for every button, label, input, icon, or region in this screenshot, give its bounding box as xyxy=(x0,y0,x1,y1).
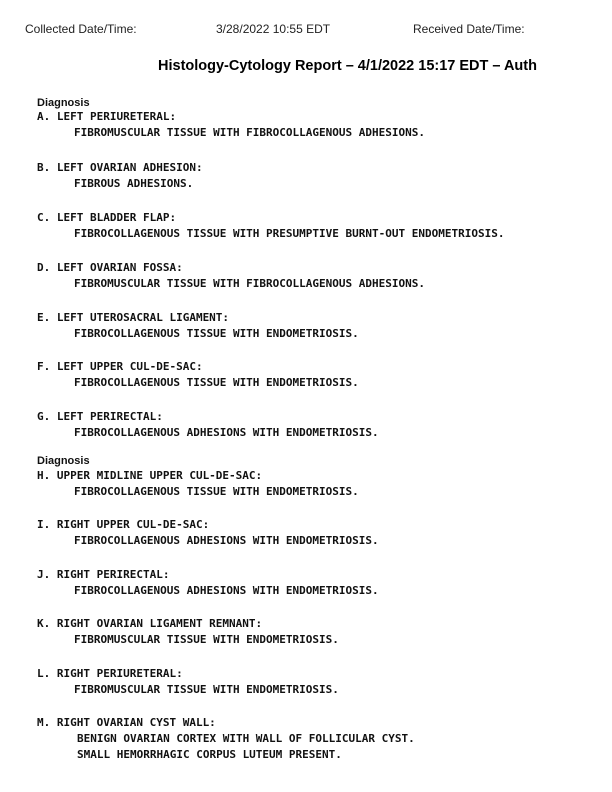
diagnosis-finding: FIBROCOLLAGENOUS TISSUE WITH ENDOMETRIOSIS. xyxy=(74,327,359,340)
diagnosis-finding: FIBROCOLLAGENOUS ADHESIONS WITH ENDOMETRIOSIS. xyxy=(74,584,379,597)
diagnosis-site: B. LEFT OVARIAN ADHESION: xyxy=(37,161,203,174)
diagnosis-site: G. LEFT PERIRECTAL: xyxy=(37,410,163,423)
diagnosis-site: H. UPPER MIDLINE UPPER CUL-DE-SAC: xyxy=(37,469,263,482)
diagnosis-finding: FIBROMUSCULAR TISSUE WITH ENDOMETRIOSIS. xyxy=(74,633,339,646)
diagnosis-finding: FIBROUS ADHESIONS. xyxy=(74,177,194,190)
diagnosis-finding: SMALL HEMORRHAGIC CORPUS LUTEUM PRESENT. xyxy=(77,748,342,761)
diagnosis-finding: FIBROCOLLAGENOUS TISSUE WITH ENDOMETRIOSIS. xyxy=(74,376,359,389)
diagnosis-finding: FIBROCOLLAGENOUS TISSUE WITH ENDOMETRIOSIS. xyxy=(74,485,359,498)
report-title: Histology-Cytology Report – 4/1/2022 15:17 EDT – Auth xyxy=(158,58,537,74)
diagnosis-site: E. LEFT UTEROSACRAL LIGAMENT: xyxy=(37,311,230,324)
collected-datetime-label: Collected Date/Time: xyxy=(25,22,137,36)
diagnosis-site: L. RIGHT PERIURETERAL: xyxy=(37,667,183,680)
diagnosis-site: A. LEFT PERIURETERAL: xyxy=(37,110,177,123)
collected-datetime-value: 3/28/2022 10:55 EDT xyxy=(216,22,331,36)
diagnosis-site: I. RIGHT UPPER CUL-DE-SAC: xyxy=(37,518,210,531)
diagnosis-finding: BENIGN OVARIAN CORTEX WITH WALL OF FOLLICULAR CYST. xyxy=(77,732,415,745)
diagnosis-finding: FIBROMUSCULAR TISSUE WITH ENDOMETRIOSIS. xyxy=(74,683,339,696)
diagnosis-heading: Diagnosis xyxy=(37,97,90,109)
diagnosis-finding: FIBROCOLLAGENOUS ADHESIONS WITH ENDOMETRIOSIS. xyxy=(74,426,379,439)
diagnosis-finding: FIBROCOLLAGENOUS ADHESIONS WITH ENDOMETRIOSIS. xyxy=(74,534,379,547)
diagnosis-site: C. LEFT BLADDER FLAP: xyxy=(37,211,177,224)
diagnosis-site: F. LEFT UPPER CUL-DE-SAC: xyxy=(37,360,203,373)
diagnosis-finding: FIBROCOLLAGENOUS TISSUE WITH PRESUMPTIVE BURNT-OUT ENDOMETRIOSIS. xyxy=(74,227,505,240)
diagnosis-site: M. RIGHT OVARIAN CYST WALL: xyxy=(37,716,216,729)
diagnosis-site: D. LEFT OVARIAN FOSSA: xyxy=(37,261,183,274)
diagnosis-site: K. RIGHT OVARIAN LIGAMENT REMNANT: xyxy=(37,617,263,630)
received-datetime-label: Received Date/Time: xyxy=(413,22,525,36)
diagnosis-finding: FIBROMUSCULAR TISSUE WITH FIBROCOLLAGENOUS ADHESIONS. xyxy=(74,126,425,139)
diagnosis-finding: FIBROMUSCULAR TISSUE WITH FIBROCOLLAGENOUS ADHESIONS. xyxy=(74,277,425,290)
diagnosis-heading: Diagnosis xyxy=(37,455,90,467)
diagnosis-site: J. RIGHT PERIRECTAL: xyxy=(37,568,170,581)
